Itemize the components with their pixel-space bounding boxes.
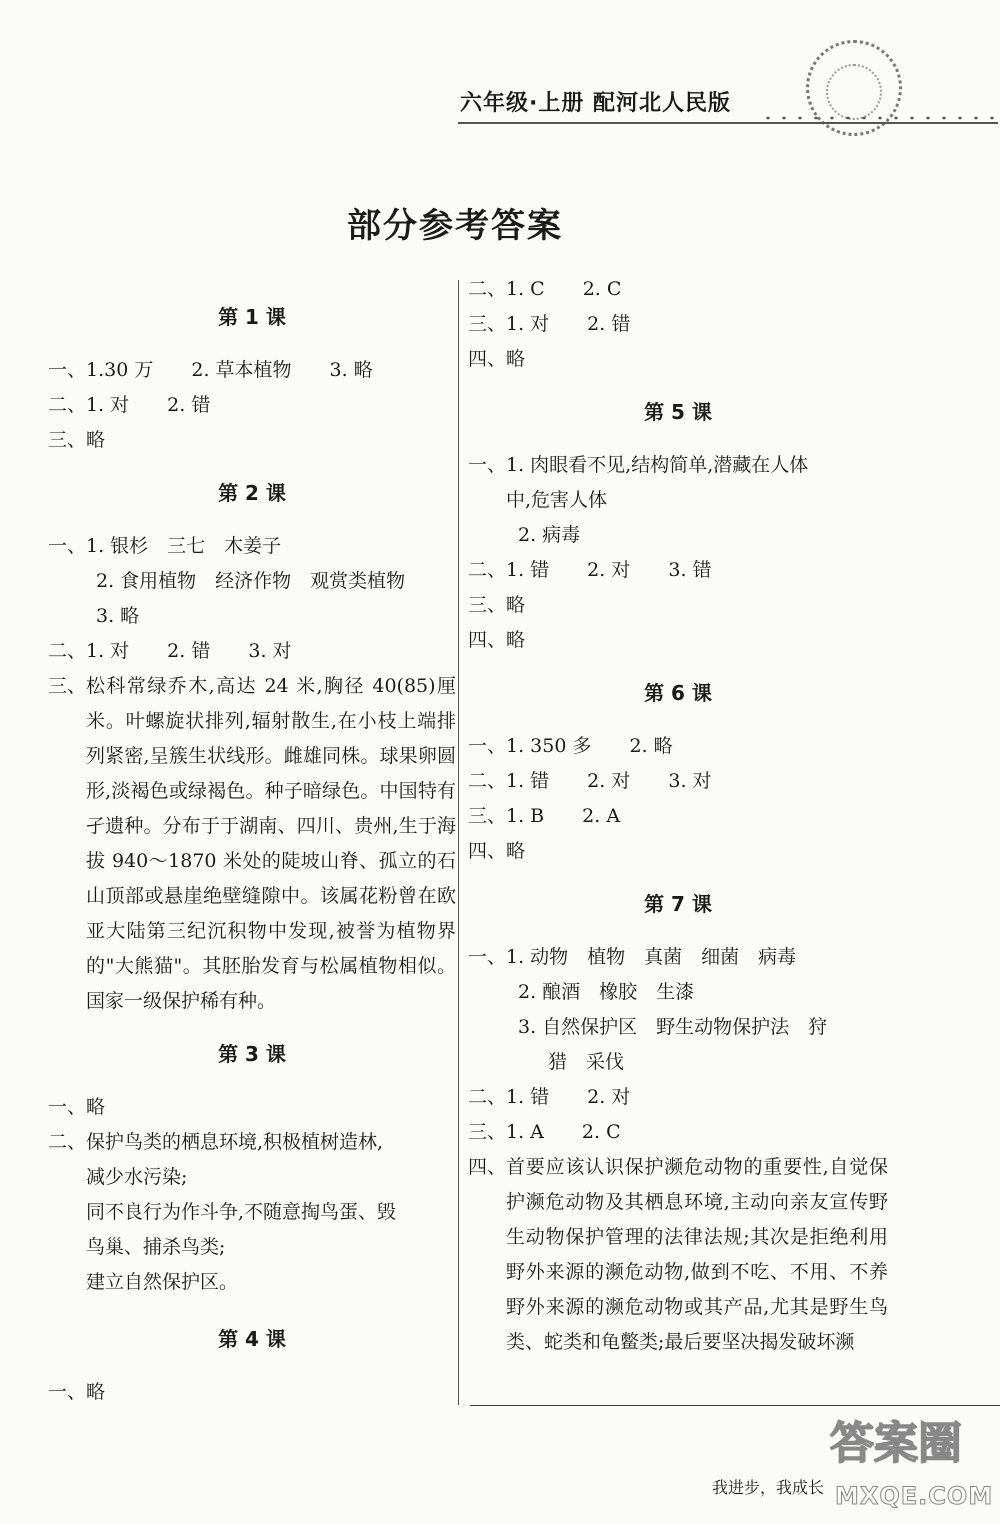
lesson-7-section-3: 三、 1. A 2. C (468, 1121, 621, 1143)
lesson-1-title: 第 1 课 (218, 305, 286, 329)
lesson-4-section-4: 四、 略 (468, 348, 526, 370)
column-divider (458, 280, 459, 1405)
lesson-2-title: 第 2 课 (218, 481, 286, 505)
header-rule (458, 122, 998, 124)
lesson-5-section-4: 四、 略 (468, 629, 526, 651)
lesson-3-section-1: 一、 略 (48, 1096, 106, 1118)
lesson-1-section-2: 二、 1. 对 2. 错 (48, 394, 211, 416)
lesson-1-section-1: 一、 1.30 万 2. 草本植物 3. 略 (48, 359, 373, 381)
page-title: 部分参考答案 (347, 206, 563, 246)
footer-rule (470, 1405, 1000, 1406)
lesson-2-section-1: 一、 1. 银杉 三七 木姜子 2. 食用植物 经济作物 观赏类植物 3. 略 (48, 535, 406, 627)
right-column (468, 272, 888, 1360)
lesson-7-title: 第 7 课 (644, 892, 712, 916)
lesson-6-section-1: 一、 1. 350 多 2. 略 (468, 735, 673, 757)
running-header: 六年级·上册 配河北人民版 (460, 91, 732, 116)
watermark-logo: 答案圈 (830, 1418, 962, 1469)
lesson-2-section-3: 三、 松科常绿乔木,高达 24 米,胸径 40(85)厘米。叶螺旋状排列,辐射散生,在小枝上端排列紧密,呈簇生状线形。雌雄同株。球果卵圆形,淡褐色或绿褐色。种子暗绿色。中国特有孑遗种。分布于于湖南、四川、贵州,生于海拔 940～1870 米处的陡坡山脊、孤立的石山顶部或悬崖绝壁缝隙中。该属花粉曾在欧亚大陆第三纪沉积物中发现,被誉为植物界的"大熊猫"。其胚胎发育与松属植物相似。国家一级保护稀有种。 (48, 675, 456, 1012)
lesson-3-title: 第 3 课 (218, 1042, 286, 1066)
lesson-3-section-2: 二、 保护鸟类的栖息环境,积极植树造林, 减少水污染; 同不良行为作斗争,不随意掏鸟蛋、毁 鸟巢、捕杀鸟类; 建立自然保护区。 (48, 1131, 397, 1293)
lesson-5-title: 第 5 课 (644, 400, 712, 424)
lesson-6-title: 第 6 课 (644, 681, 712, 705)
lesson-4-section-2: 二、 1. C 2. C (468, 278, 622, 300)
lesson-6-section-3: 三、 1. B 2. A (468, 805, 621, 827)
lesson-6-section-2: 二、 1. 错 2. 对 3. 对 (468, 770, 712, 792)
lesson-7-section-1: 一、 1. 动物 植物 真菌 细菌 病毒 2. 酿酒 橡胶 生漆 3. 自然保护区 野生动物保护法 狩 猎 采伐 (468, 946, 828, 1073)
lesson-7-section-2: 二、 1. 错 2. 对 (468, 1086, 631, 1108)
left-column (48, 272, 456, 1410)
lesson-5-section-2: 二、 1. 错 2. 对 3. 错 (468, 559, 712, 581)
footer-slogan: 我进步，我成长 (712, 1478, 825, 1497)
lesson-6-section-4: 四、 略 (468, 840, 526, 862)
lesson-2-section-2: 二、 1. 对 2. 错 3. 对 (48, 640, 292, 662)
lesson-7-section-4: 四、 首要应该认识保护濒危动物的重要性,自觉保护濒危动物及其栖息环境,主动向亲友宣传野生动物保护管理的法律法规;其次是拒绝利用野外来源的濒危动物,做到不吃、不用、不养野外来源的濒危动物或其产品,尤其是野生鸟类、蛇类和龟鳖类;最后要坚决揭发破坏濒 (468, 1156, 888, 1353)
lesson-5-section-3: 三、 略 (468, 594, 526, 616)
lesson-1-section-3: 三、 略 (48, 429, 106, 451)
lesson-4-title: 第 4 课 (218, 1327, 286, 1351)
watermark-url: MXQE.COM (835, 1482, 994, 1510)
lesson-4-section-1: 一、 略 (48, 1381, 106, 1403)
lesson-5-section-1: 一、 1. 肉眼看不见,结构简单,潜藏在人体 中,危害人体 2. 病毒 (468, 454, 809, 546)
lesson-4-section-3: 三、 1. 对 2. 错 (468, 313, 631, 335)
